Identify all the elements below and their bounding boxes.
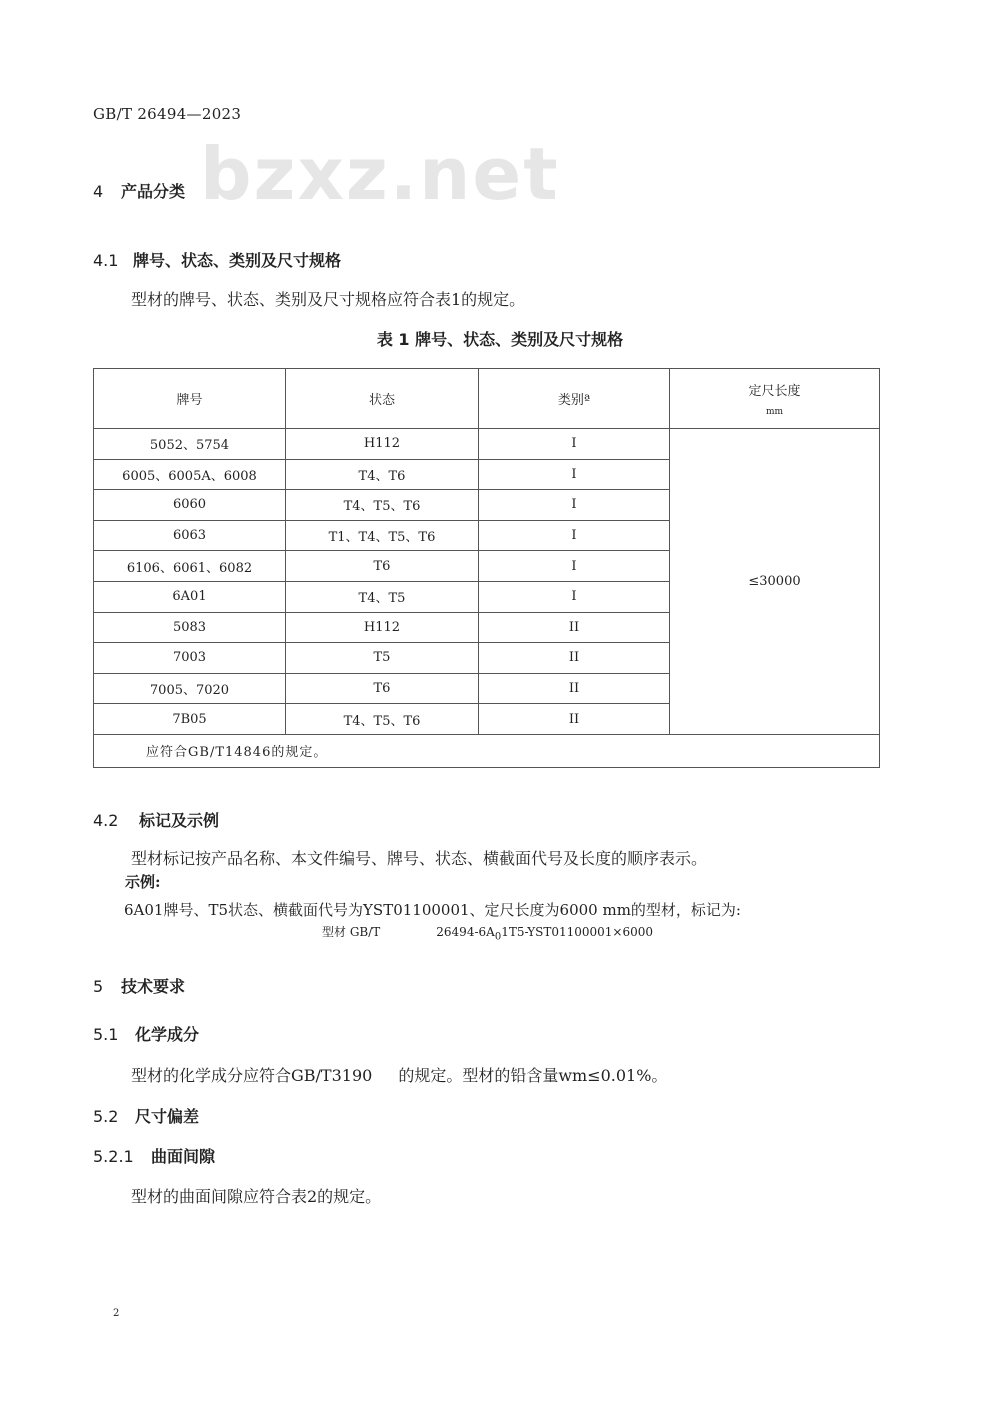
table-caption: 表 1 牌号、状态、类别及尺寸规格 xyxy=(376,330,624,349)
cell-grade: 7005、7020 xyxy=(94,673,286,704)
cell-temper: T6 xyxy=(286,551,479,582)
cell-grade: 6A01 xyxy=(94,581,286,612)
cell-category: II xyxy=(479,704,670,735)
paragraph-5-2-1: 型材的曲面间隙应符合表2的规定。 xyxy=(131,1187,382,1206)
header-category: 类别ª xyxy=(479,369,670,429)
marking-suffix: 1T5-YST01100001×6000 xyxy=(501,925,654,939)
section-number: 5.1 xyxy=(93,1025,119,1044)
cell-category: I xyxy=(479,551,670,582)
marking-prefix: 型材 GB/T xyxy=(322,925,381,939)
cell-category: I xyxy=(479,429,670,460)
cell-temper: T4、T5 xyxy=(286,581,479,612)
paragraph-5-1 xyxy=(131,1063,667,1086)
section-4-heading xyxy=(93,179,185,202)
cell-category: I xyxy=(479,490,670,521)
cell-grade: 7B05 xyxy=(94,704,286,735)
section-number: 5.2.1 xyxy=(93,1147,134,1166)
cell-category: I xyxy=(479,520,670,551)
cell-grade: 5083 xyxy=(94,612,286,643)
document-header: GB/T 26494—2023 xyxy=(93,105,242,123)
section-title: 标记及示例 xyxy=(139,811,220,830)
cell-temper: T4、T5、T6 xyxy=(286,490,479,521)
marking-example xyxy=(322,923,653,942)
cell-category: II xyxy=(479,643,670,674)
cell-temper: T6 xyxy=(286,673,479,704)
cell-grade: 6005、6005A、6008 xyxy=(94,459,286,490)
section-5-1-heading xyxy=(93,1022,199,1045)
cell-category: I xyxy=(479,581,670,612)
table-footnote-row xyxy=(94,734,880,767)
example-text: 6A01牌号、T5状态、横截面代号为YST01100001、定尺长度为6000 mm的型材，标记为: xyxy=(124,901,741,919)
section-title: 化学成分 xyxy=(135,1025,200,1044)
header-length-label: 定尺长度 xyxy=(748,384,801,399)
cell-temper: T1、T4、T5、T6 xyxy=(286,520,479,551)
watermark: bzxz.net xyxy=(200,132,560,216)
paragraph-5-1-part-a: 型材的化学成分应符合GB/T3190 xyxy=(131,1066,373,1085)
cell-grade: 6106、6061、6082 xyxy=(94,551,286,582)
section-title: 牌号、状态、类别及尺寸规格 xyxy=(133,251,342,270)
example-label: 示例: xyxy=(125,873,161,891)
section-5-heading xyxy=(93,974,185,997)
cell-temper: T4、T6 xyxy=(286,459,479,490)
section-number: 4.1 xyxy=(93,251,119,270)
header-grade: 牌号 xyxy=(94,369,286,429)
cell-grade: 7003 xyxy=(94,643,286,674)
cell-temper: H112 xyxy=(286,612,479,643)
header-length xyxy=(670,369,880,429)
section-title: 尺寸偏差 xyxy=(135,1107,200,1126)
marking-standard: 26494-6A xyxy=(436,925,495,939)
paragraph-4-2: 型材标记按产品名称、本文件编号、牌号、状态、横截面代号及长度的顺序表示。 xyxy=(131,849,708,868)
section-5-2-heading xyxy=(93,1104,199,1127)
cell-temper: T5 xyxy=(286,643,479,674)
cell-category: II xyxy=(479,673,670,704)
section-title: 产品分类 xyxy=(121,182,186,201)
cell-grade: 6063 xyxy=(94,520,286,551)
section-number: 4.2 xyxy=(93,811,119,830)
page-number: 2 xyxy=(113,1308,120,1319)
marking-subscript: 0 xyxy=(494,931,502,943)
section-number: 4 xyxy=(93,182,104,201)
section-number: 5.2 xyxy=(93,1107,119,1126)
table-row xyxy=(94,429,880,460)
paragraph-5-1-part-b: 的规定。型材的铅含量wm≤0.01%。 xyxy=(398,1066,668,1085)
cell-temper: T4、T5、T6 xyxy=(286,704,479,735)
section-4-1-heading xyxy=(93,248,341,271)
cell-category: I xyxy=(479,459,670,490)
cell-grade: 5052、5754 xyxy=(94,429,286,460)
header-length-unit: mm xyxy=(765,407,784,417)
section-4-2-heading xyxy=(93,808,219,831)
header-temper: 状态 xyxy=(286,369,479,429)
section-title: 曲面间隙 xyxy=(151,1147,216,1166)
section-number: 5 xyxy=(93,977,104,996)
paragraph-4-1: 型材的牌号、状态、类别及尺寸规格应符合表1的规定。 xyxy=(131,290,526,309)
cell-grade: 6060 xyxy=(94,490,286,521)
section-title: 技术要求 xyxy=(121,977,186,996)
table-header-row xyxy=(94,369,880,429)
table-footnote: 应符合GB/T14846的规定。 xyxy=(94,734,880,767)
cell-category: II xyxy=(479,612,670,643)
section-5-2-1-heading xyxy=(93,1144,215,1167)
spec-table xyxy=(93,368,880,768)
cell-temper: H112 xyxy=(286,429,479,460)
cell-length: ≤30000 xyxy=(670,429,880,735)
